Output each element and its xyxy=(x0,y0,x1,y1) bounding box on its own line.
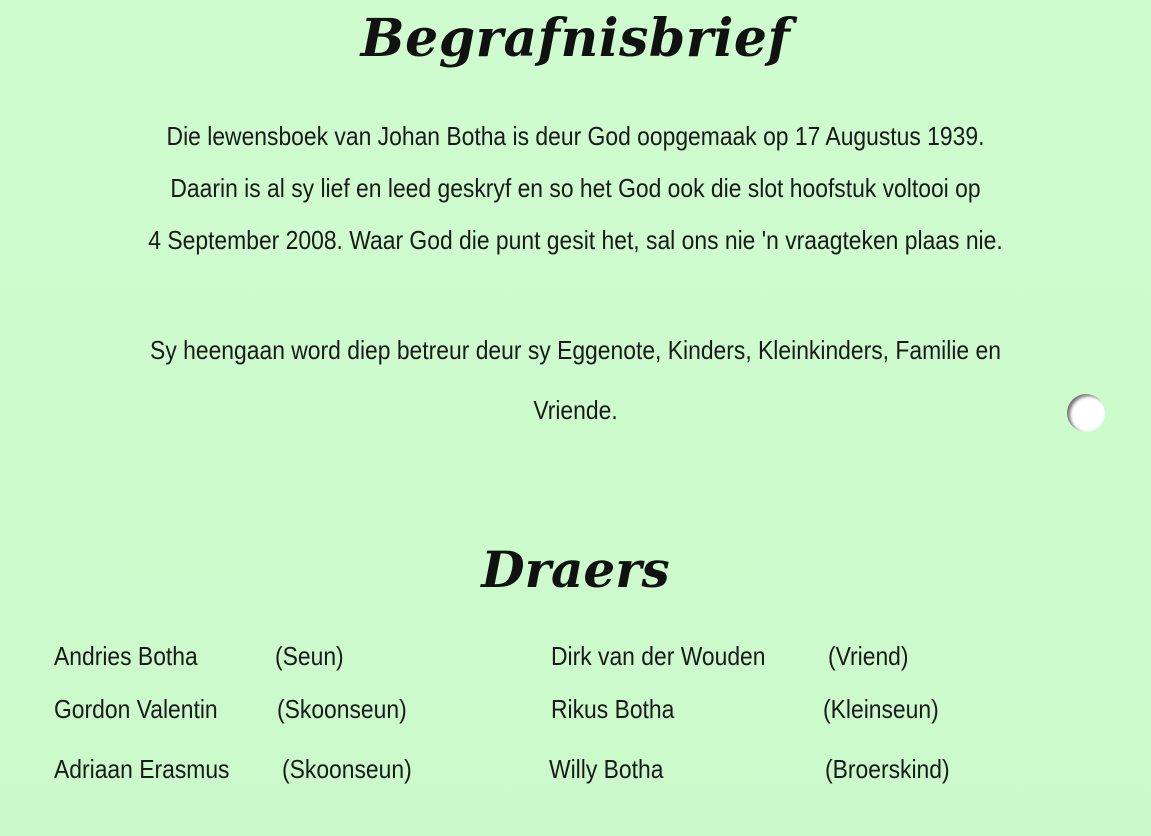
bearer-name: Gordon Valentin xyxy=(54,694,218,724)
bearer-name: Adriaan Erasmus xyxy=(54,754,230,784)
bearers-heading: Draers xyxy=(481,540,670,599)
bearer-relation: (Skoonseun) xyxy=(277,694,407,724)
bearer-name: Andries Botha xyxy=(54,641,198,671)
bearer-relation: (Seun) xyxy=(275,641,344,671)
intro-line: Daarin is al sy lief en leed geskryf en so het God ook die slot hoofstuk voltooi op xyxy=(170,173,981,203)
mourning-line: Vriende. xyxy=(533,395,618,425)
punch-hole xyxy=(1067,394,1105,432)
intro-line: Die lewensboek van Johan Botha is deur God oopgemaak op 17 Augustus 1939. xyxy=(166,121,985,151)
bearer-name: Rikus Botha xyxy=(551,694,675,724)
intro-paragraph xyxy=(87,110,1065,266)
mourning-paragraph xyxy=(87,320,1065,440)
mourning-line: Sy heengaan word diep betreur deur sy Eggenote, Kinders, Kleinkinders, Familie en xyxy=(150,335,1001,365)
bearer-relation: (Skoonseun) xyxy=(282,754,412,784)
intro-line: 4 September 2008. Waar God die punt gesit het, sal ons nie 'n vraagteken plaas nie. xyxy=(148,225,1003,255)
bearer-name: Dirk van der Wouden xyxy=(551,641,766,671)
page-title: Begrafnisbrief xyxy=(360,8,791,69)
bearer-relation: (Vriend) xyxy=(828,641,909,671)
bearer-name: Willy Botha xyxy=(549,754,664,784)
bearer-relation: (Kleinseun) xyxy=(823,694,939,724)
bearer-relation: (Broerskind) xyxy=(825,754,950,784)
